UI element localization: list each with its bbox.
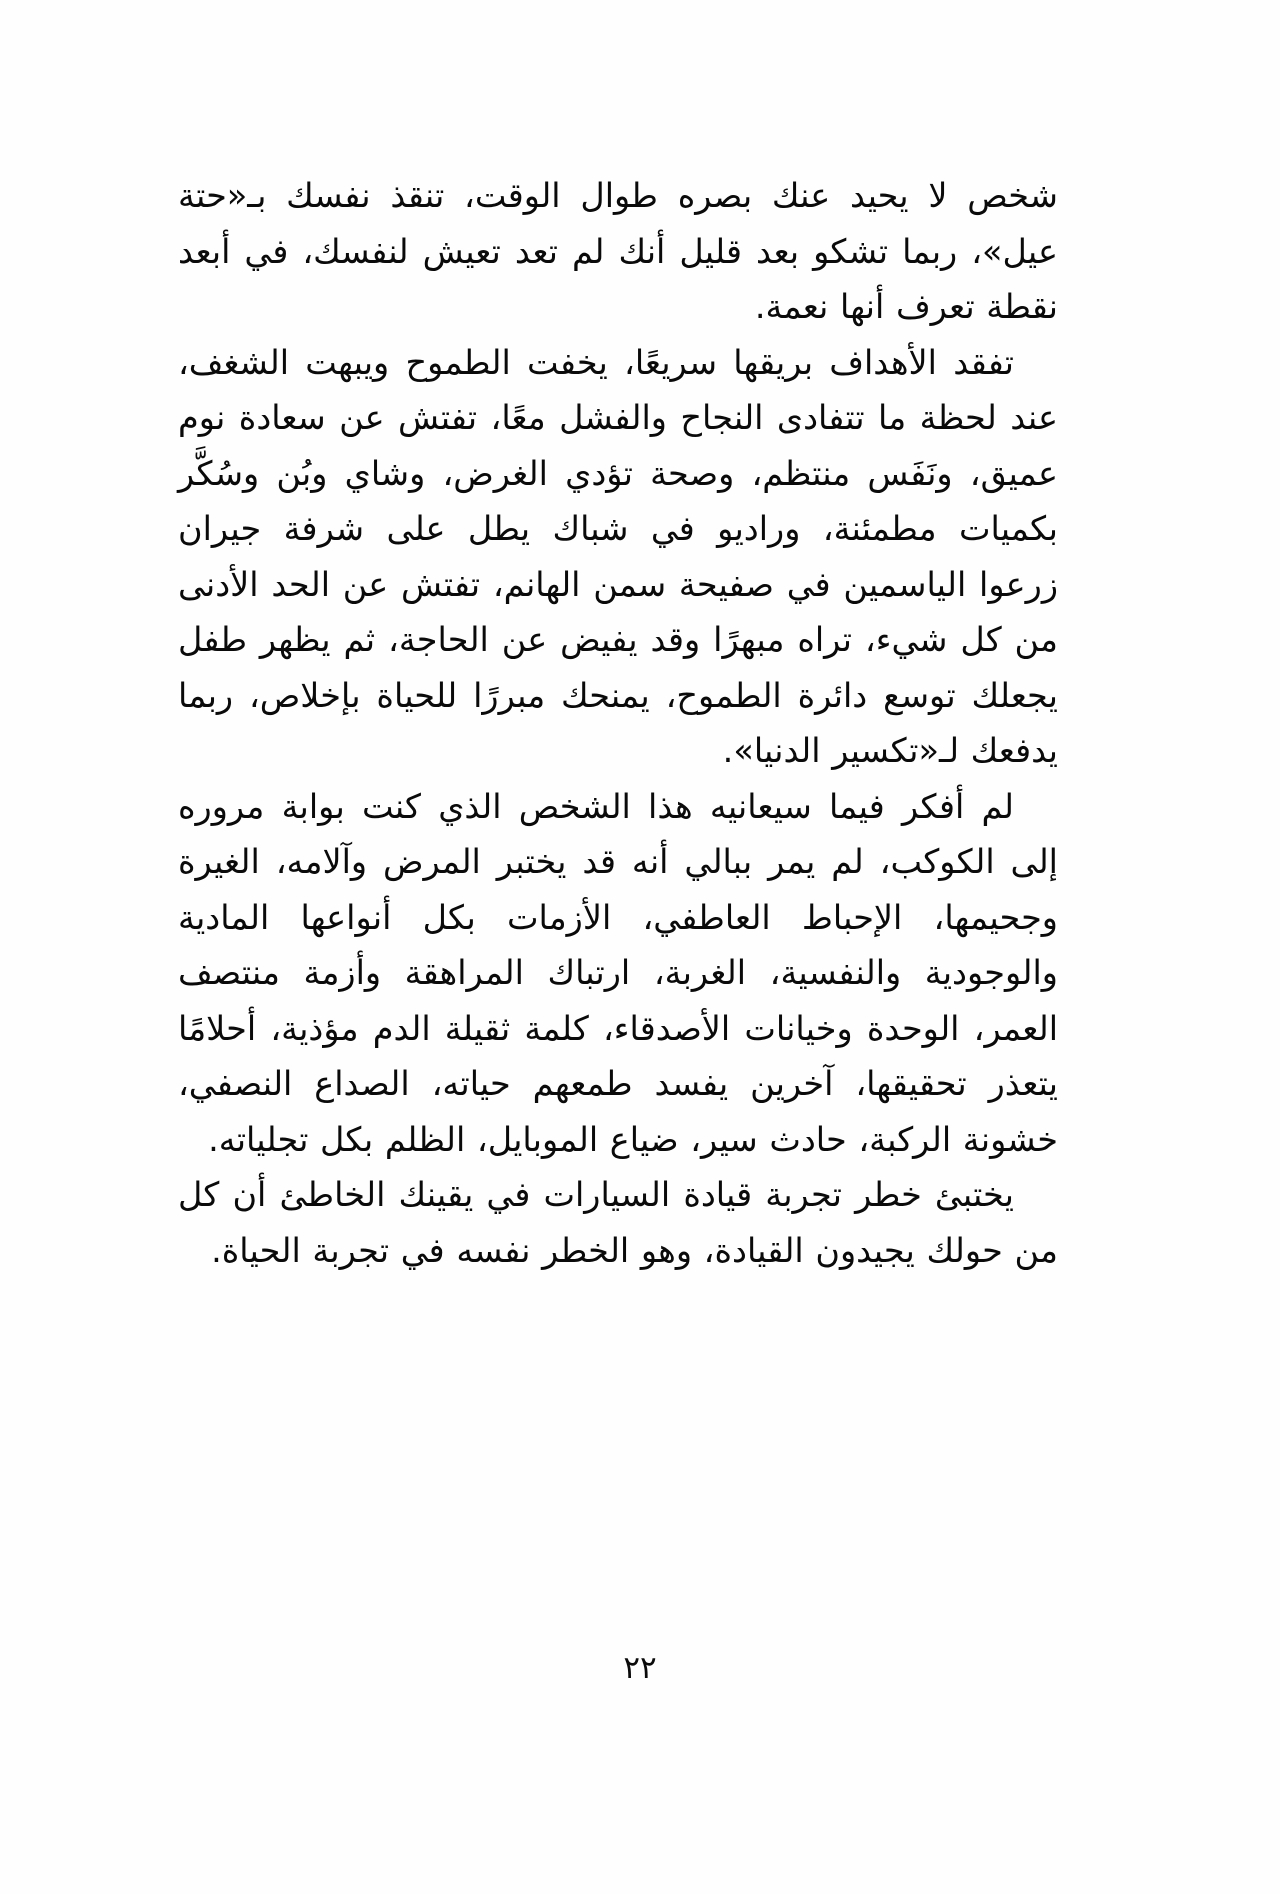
body-paragraph-3: لم أفكر فيما سيعانيه هذا الشخص الذي كنت بوابة مروره إلى الكوكب، لم يمر ببالي أنه قد يختبر المرض وآلامه، الغيرة وجحيمها، الإحباط العاطفي، الأزمات بكل أنواعها المادية والوجودية والنفسية، الغربة، ارتباك المراهقة وأزمة منتصف العمر، الوحدة وخيانات الأصدقاء، كلمة ثقيلة الدم مؤذية، أحلامًا يتعذر تحقيقها، آخرين يفسد طمعهم حياته، الصداع النصفي، خشونة الركبة، حادث سير، ضياع الموبايل، الظلم بكل تجلياته. <box>178 786 1058 1159</box>
page-number: ٢٢ <box>623 1650 657 1686</box>
body-paragraph-4: يختبئ خطر تجربة قيادة السيارات في يقينك الخاطئ أن كل من حولك يجيدون القيادة، وهو الخطر نفسه في تجربة الحياة. <box>178 1175 1058 1270</box>
body-paragraph-2: تفقد الأهداف بريقها سريعًا، يخفت الطموح ويبهت الشغف، عند لحظة ما تتفادى النجاح والفشل معًا، تفتش عن سعادة نوم عميق، ونَفَس منتظم، وصحة تؤدي الغرض، وشاي وبُن وسُكَّر بكميات مطمئنة، وراديو في شباك يطل على شرفة جيران زرعوا الياسمين في صفيحة سمن الهانم، تفتش عن الحد الأدنى من كل شيء، تراه مبهرًا وقد يفيض عن الحاجة، ثم يظهر طفل يجعلك توسع دائرة الطموح، يمنحك مبررًا للحياة بإخلاص، ربما يدفعك لـ«تكسير الدنيا». <box>178 342 1058 770</box>
body-paragraph-1: شخص لا يحيد عنك بصره طوال الوقت، تنقذ نفسك بـ«حتة عيل»، ربما تشكو بعد قليل أنك لم تعد تعيش لنفسك، في أبعد نقطة تعرف أنها نعمة. <box>178 176 1058 326</box>
text-column <box>178 168 1058 1278</box>
